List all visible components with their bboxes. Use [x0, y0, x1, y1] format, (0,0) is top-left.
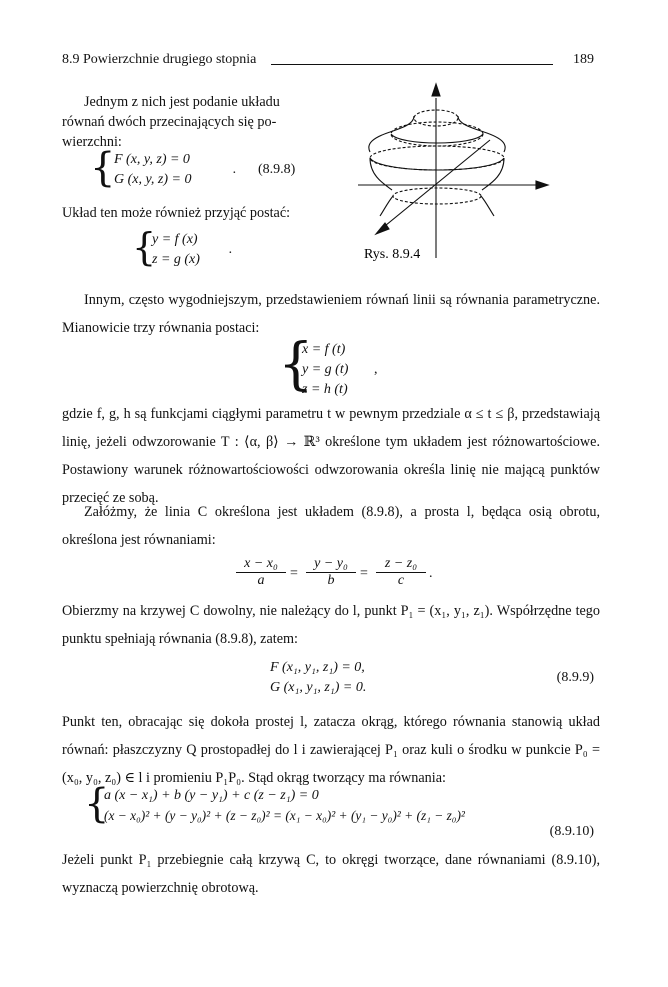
figure-surface-of-revolution — [340, 78, 560, 264]
eq898-label: (8.9.8) — [258, 162, 296, 177]
fraction-x — [236, 556, 286, 589]
equation-8-9-10 — [84, 781, 600, 844]
final-text: Jeżeli punkt P₁ przebiegnie całą krzywą C, to okręgi tworzące, dane równaniami (8.9.10), wyznaczą powierzchnię obrotową. — [62, 852, 600, 896]
eq8910-line-2: (x − x₀)² + (y − y₀)² + (z − z₀)² = (x₁ − x₀)² + (y₁ − y₀)² + (z₁ − z₀)² — [104, 808, 465, 823]
running-header — [62, 52, 600, 72]
alt-line-2: z = g (x) — [152, 252, 200, 267]
upper-bulge — [369, 132, 505, 152]
eq899-line-1: F (x₁, y₁, z₁) = 0, — [270, 660, 365, 675]
bottom-ellipse-back — [393, 188, 481, 204]
intro-line-3: wierzchni: — [62, 134, 122, 150]
choose-text: Obierzmy na krzywej C dowolny, nie należący do l, punkt P₁ = (x₁, y₁, z₁). Współrzędne tego punktu spełniają równania (8.9.8), zatem: — [62, 603, 600, 647]
fraction-x-den: a — [257, 573, 265, 588]
alt-line-1: y = f (x) — [152, 232, 198, 247]
line-eq-dot: . — [429, 566, 433, 581]
equals-1: = — [290, 566, 298, 581]
left-brace: { — [90, 145, 116, 191]
intro-text — [62, 92, 307, 152]
equals-2: = — [360, 566, 368, 581]
param-line-2: y = g (t) — [302, 362, 349, 377]
fraction-x-num: x − x₀ — [236, 556, 286, 573]
section-title: 8.9 Powierzchnie drugiego stopnia — [62, 52, 257, 67]
upper-ellipse — [391, 122, 483, 146]
equation-8-9-9 — [270, 660, 600, 704]
page-number: 189 — [573, 52, 594, 67]
fraction-y-den: b — [327, 573, 335, 588]
horizontal-axis-arrow — [536, 181, 548, 189]
top-neck — [390, 116, 484, 132]
assume-text: Załóżmy, że linia C określona jest układem (8.9.8), a prosta l, będąca osią obrotu, określona jest równaniami: — [62, 504, 600, 548]
fraction-z-den: c — [397, 573, 405, 588]
eq899-line-2: G (x₁, y₁, z₁) = 0. — [270, 680, 367, 695]
header-rule — [271, 64, 553, 65]
rotation-text: Punkt ten, obracając się dokoła prostej l, zatacza okrąg, którego równania stanowią układ równań: płaszczyzny Q prostopadłej do l i zawierającej P₁ oraz kuli o środku w punkcie P₀ = (x₀, y₀, z₀) ∈ l i promieniu P₁P₀. Stąd okrąg tworzący ma równania: — [62, 714, 600, 786]
fraction-y-num: y − y₀ — [306, 556, 356, 573]
choose-paragraph — [62, 597, 600, 653]
eq8910-line-1: a (x − x₁) + b (y − y₁) + c (z − z₁) = 0 — [104, 788, 319, 803]
alt-dot: · — [228, 246, 233, 261]
fraction-z-num: z − z₀ — [376, 556, 426, 573]
parametric-equations — [278, 332, 418, 406]
fraction-z — [376, 556, 426, 589]
param-paragraph — [62, 286, 600, 342]
param-comma: , — [374, 362, 378, 377]
rotation-paragraph — [62, 708, 600, 792]
eq898-dot: · — [232, 166, 237, 181]
alt-form-equation — [132, 225, 272, 272]
figure-caption: Rys. 8.9.4 — [364, 247, 421, 262]
alt-form-text: Układ ten może również przyjąć postać: — [62, 205, 291, 221]
assume-paragraph — [62, 498, 600, 554]
vertical-axis-arrow — [432, 84, 440, 96]
intro-line-1: Jednym z nich jest podanie układu — [84, 94, 280, 110]
param-text: Innym, często wygodniejszym, przedstawieniem równań linii są równania parametryczne. Mianowicie trzy równania postaci: — [62, 292, 600, 336]
definition-text: gdzie f, g, h są funkcjami ciągłymi parametru t w pewnym przedziale α ≤ t ≤ β, przedstawiają linię, jeżeli odwzorowanie T : ⟨α, β⟩ → ℝ³ określone tym układem jest różnowartościowe. Postawiony warunek różnowartościowości odwzorowania określa linię nie mającą punktów przecięć ze sobą. — [62, 406, 600, 506]
intro-line-2: równań dwóch przecinających się po- — [62, 114, 277, 130]
eq8910-label: (8.9.10) — [549, 824, 594, 839]
line-equation — [236, 556, 436, 600]
upper-ellipse-front — [391, 134, 483, 143]
middle-ellipse-front — [370, 158, 504, 170]
left-brace: { — [278, 332, 314, 397]
param-line-1: x = f (t) — [302, 342, 346, 357]
definition-paragraph — [62, 400, 600, 512]
eq898-line-2: G (x, y, z) = 0 — [114, 172, 192, 187]
fraction-y — [306, 556, 356, 589]
param-line-3: z = h (t) — [302, 382, 348, 397]
left-brace: { — [84, 781, 110, 827]
final-paragraph — [62, 846, 600, 902]
eq899-label: (8.9.9) — [556, 670, 594, 685]
equation-8-9-8 — [90, 145, 310, 196]
left-brace: { — [132, 225, 157, 269]
eq898-line-1: F (x, y, z) = 0 — [114, 152, 190, 167]
